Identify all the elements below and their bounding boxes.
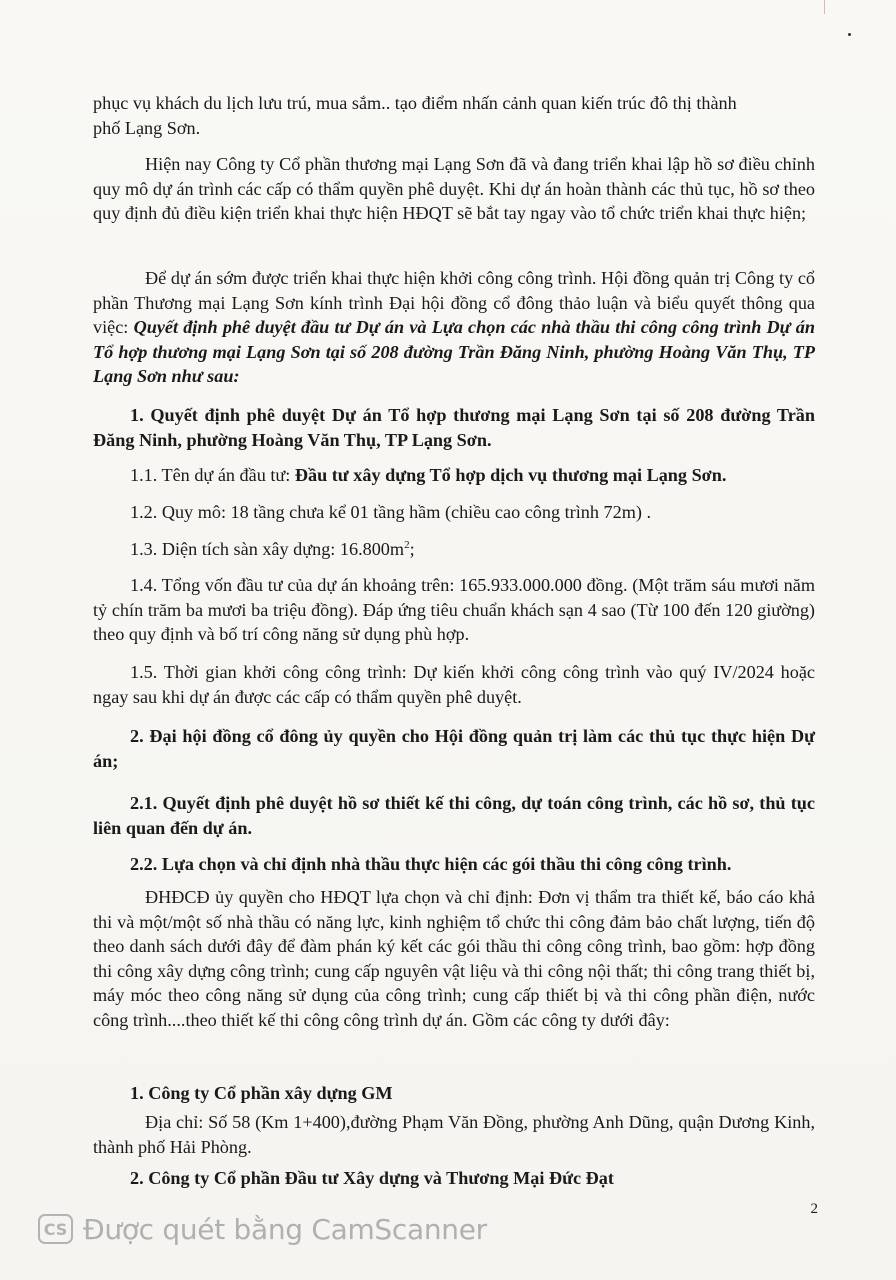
company-1-heading: 1. Công ty Cổ phần xây dựng GM [130,1083,393,1103]
paragraph-status: Hiện nay Công ty Cổ phần thương mại Lạng Sơn đã và đang triển khai lập hồ sơ điều chỉnh quy mô dự án trình các cấp có thẩm quyền phê duyệt. Khi dự án hoàn thành các thủ tục, hồ sơ theo quy định đủ điều kiện triển khai thực hiện HĐQT sẽ bắt tay ngay vào tổ chức triển khai thực hiện; [93,154,815,223]
page-number: 2 [810,1201,818,1217]
company-1-address: Địa chỉ: Số 58 (Km 1+400),đường Phạm Văn Đồng, phường Anh Dũng, quận Dương Kinh, thành phố Hải Phòng. [93,1112,815,1157]
paragraph-intro-continued [93,91,815,140]
paragraph-line: phố Lạng Sơn. [93,117,201,138]
paragraph-proposal [93,266,815,389]
scan-mark [824,0,825,14]
paragraph-authorization: ĐHĐCĐ ủy quyền cho HĐQT lựa chọn và chỉ định: Đơn vị thẩm tra thiết kế, báo cáo khả thi và một/một số nhà thầu có năng lực, kinh nghiệm tổ chức thi công đảm bảo chất lượng, tiến độ theo danh sách dưới đây để đàm phán ký kết các gói thầu thi công công trình, bao gồm: hợp đồng thi công xây dựng công trình; cung cấp nguyên vật liệu và thi công nội thất; thi công trang thiết bị, máy móc theo công năng sử dụng của công trình; cung cấp thiết bị và thi công phần điện, nước công trình....theo thiết kế thi công công trình dự án. Gồm các công ty dưới đây: [93,887,815,1030]
superscript: 2 [404,538,410,551]
proposal-emphasis: Quyết định phê duyệt đầu tư Dự án và Lựa chọn các nhà thầu thi công công trình Dự án Tổ hợp thương mại Lạng Sơn tại số 208 đường Trần Đăng Ninh, phường Hoàng Văn Thụ, TP Lạng Sơn như sau: [93,317,815,386]
item-1-5: 1.5. Thời gian khởi công công trình: Dự kiến khởi công công trình vào quý IV/2024 hoặc ngay sau khi dự án được các cấp có thẩm quyền phê duyệt. [93,662,815,707]
paragraph-line: phục vụ khách du lịch lưu trú, mua sắm.. tạo điểm nhấn cảnh quan kiến trúc đô thị thành [93,93,737,113]
camscanner-logo-icon: CS [38,1214,73,1244]
item-2-2: 2.2. Lựa chọn và chỉ định nhà thầu thực hiện các gói thầu thi công công trình. [130,854,732,874]
scan-dot [848,33,851,36]
watermark-text: Được quét bằng CamScanner [83,1212,487,1246]
item-1-3 [93,537,815,562]
section-2-heading: 2. Đại hội đồng cổ đông ủy quyền cho Hội đồng quản trị làm các thủ tục thực hiện Dự án; [93,726,815,771]
proposal-text: Để dự án sớm được triển khai thực hiện khởi công công trình. Hội đồng quản trị Công ty cổ phần Thương mại Lạng Sơn kính trình Đại hội đồng cổ đông thảo luận và biểu quyết thông qua việc: [93,268,815,337]
item-label: 1.1. Tên dự án đầu tư: [130,465,295,485]
floor-area-end: ; [409,539,415,559]
floor-area-text: 1.3. Diện tích sàn xây dựng: 16.800m [130,539,405,559]
item-1-1 [93,463,815,488]
section-1-heading: 1. Quyết định phê duyệt Dự án Tổ hợp thương mại Lạng Sơn tại số 208 đường Trần Đăng Ninh, phường Hoàng Văn Thụ, TP Lạng Sơn. [93,405,815,450]
camscanner-watermark [38,1211,487,1247]
project-name: Đầu tư xây dựng Tổ hợp dịch vụ thương mại Lạng Sơn. [294,465,727,485]
item-2-1: 2.1. Quyết định phê duyệt hồ sơ thiết kế thi công, dự toán công trình, các hồ sơ, thủ tục liên quan đến dự án. [93,793,815,838]
item-1-4: 1.4. Tổng vốn đầu tư của dự án khoảng trên: 165.933.000.000 đồng. (Một trăm sáu mươi năm tỷ chín trăm ba mươi ba triệu đồng). Đáp ứng tiêu chuẩn khách sạn 4 sao (Từ 100 đến 120 giường) theo quy định và bố trí công năng sử dụng phù hợp. [93,575,815,644]
company-2-heading: 2. Công ty Cổ phần Đầu tư Xây dựng và Thương Mại Đức Đạt [130,1168,614,1188]
item-1-2: 1.2. Quy mô: 18 tầng chưa kể 01 tầng hầm (chiều cao công trình 72m) . [130,502,651,522]
